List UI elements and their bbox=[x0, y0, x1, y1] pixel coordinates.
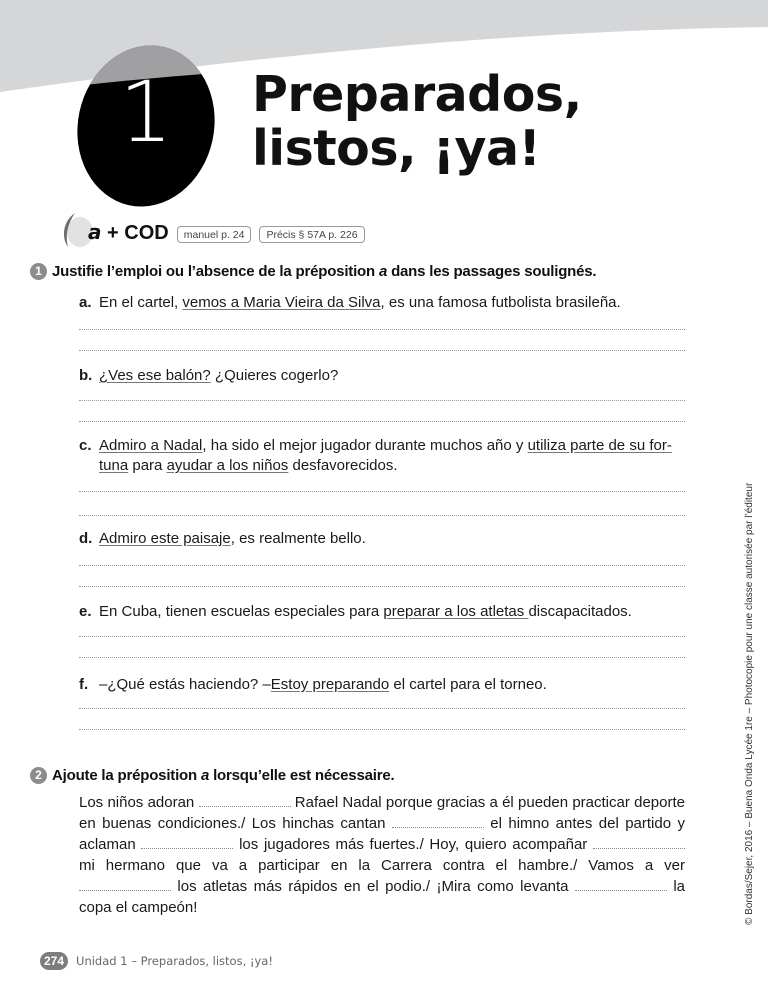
page-footer bbox=[40, 952, 273, 970]
fill-in-paragraph: Los niños adoran Rafael Nadal porque gracias a él pueden practicar deporte en buenas condiciones./ Los hinchas cantan el himno antes del partido y aclaman los jugadores más fuertes./ Hoy, quiero acompañar mi hermano que va a participar en la Carrera contra el hambre./ Vamos a ver los atletas más rápidos en el podio./ ¡Mira como levanta la copa el campeón! bbox=[79, 794, 685, 916]
exercise-1-header bbox=[30, 263, 596, 280]
exercise-number-badge: 1 bbox=[30, 263, 47, 280]
fill-blank-5[interactable] bbox=[79, 879, 171, 891]
answer-line[interactable] bbox=[79, 657, 685, 658]
page-title bbox=[252, 68, 582, 176]
exercise-item-f: f. –¿Qué estás haciendo? –Estoy preparando el cartel para el torneo. bbox=[79, 676, 547, 693]
fill-blank-3[interactable] bbox=[141, 837, 233, 849]
fill-blank-6[interactable] bbox=[575, 879, 667, 891]
exercise-item-b: b. ¿Ves ese balón? ¿Quieres cogerlo? bbox=[79, 367, 339, 384]
copyright-notice: © Bordas/Sejer, 2016 – Buena Onda Lycée 1re – Photocopie pour une classe autorisée par l’éditeur bbox=[744, 482, 755, 925]
exercise-item-d: d. Admiro este paisaje, es realmente bello. bbox=[79, 530, 366, 547]
manual-reference: manuel p. 24 bbox=[177, 226, 252, 243]
exercise-2-header bbox=[30, 767, 394, 784]
exercise-item-e: e. En Cuba, tienen escuelas especiales para preparar a los atletas discapacitados. bbox=[79, 603, 632, 620]
fill-blank-1[interactable] bbox=[199, 795, 291, 807]
page-number: 274 bbox=[40, 952, 68, 970]
answer-line[interactable] bbox=[79, 350, 685, 351]
answer-line[interactable] bbox=[79, 586, 685, 587]
answer-line[interactable] bbox=[79, 421, 685, 422]
answer-line[interactable] bbox=[79, 565, 685, 566]
exercise-number-badge: 2 bbox=[30, 767, 47, 784]
topic-row bbox=[58, 216, 373, 248]
exercise-item-c: c. Admiro a Nadal, ha sido el mejor jugador durante muchos año y utiliza parte de su for- tuna para ayudar a los niños desfavorecidos. bbox=[79, 437, 672, 474]
footer-running-title: Unidad 1 – Preparados, listos, ¡ya! bbox=[76, 954, 273, 968]
answer-line[interactable] bbox=[79, 729, 685, 730]
exercise-1-instruction: Justifie l’emploi ou l’absence de la préposition a dans les passages soulignés. bbox=[52, 263, 597, 280]
exercise-item-a: a. En el cartel, vemos a Maria Vieira da Silva, es una famosa futbolista brasileña. bbox=[79, 294, 621, 311]
answer-line[interactable] bbox=[79, 636, 685, 637]
topic-label: a + COD bbox=[88, 219, 169, 244]
answer-line[interactable] bbox=[79, 708, 685, 709]
precis-reference: Précis § 57A p. 226 bbox=[259, 226, 364, 243]
answer-line[interactable] bbox=[79, 400, 685, 401]
answer-line[interactable] bbox=[79, 491, 685, 492]
fill-blank-2[interactable] bbox=[392, 816, 484, 828]
exercise-2-instruction: Ajoute la préposition a lorsqu’elle est nécessaire. bbox=[52, 767, 395, 784]
fill-blank-4[interactable] bbox=[593, 837, 685, 849]
title-line-1: Preparados, bbox=[252, 66, 582, 123]
answer-line[interactable] bbox=[79, 329, 685, 330]
chapter-number: 1 bbox=[119, 63, 173, 161]
title-line-2: listos, ¡ya! bbox=[252, 120, 541, 177]
answer-line[interactable] bbox=[79, 515, 685, 516]
